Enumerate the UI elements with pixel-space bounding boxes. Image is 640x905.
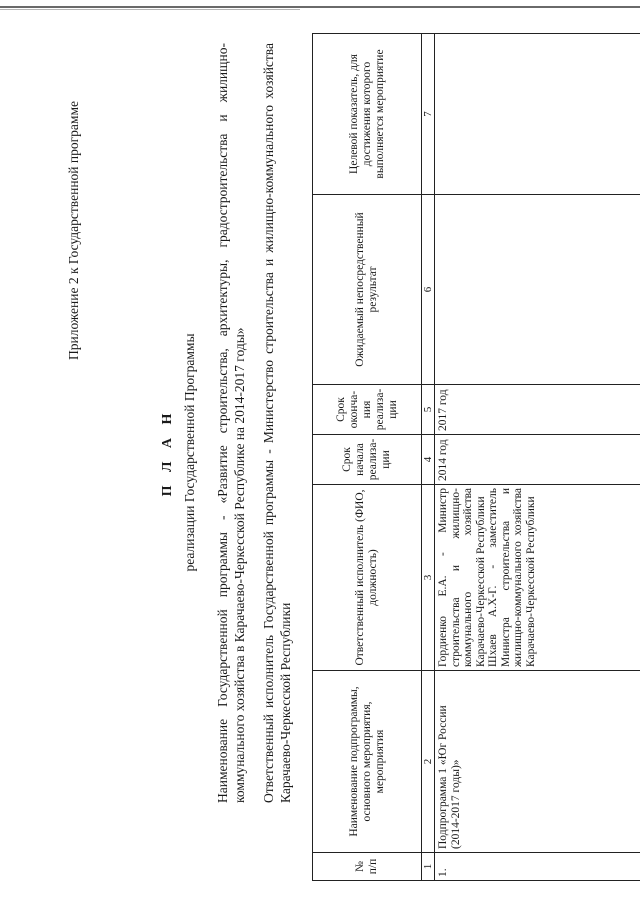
column-number: 5: [422, 385, 435, 435]
row-number: 1.: [435, 853, 640, 881]
plan-table: [312, 33, 640, 881]
end-year: 2017 год: [435, 385, 640, 435]
executor-deputy: Шхаев А.Х-Г. - заместитель Министра строительства и жилищно-коммунального хозяйства Карачаево-Черкесской Республики: [487, 488, 537, 667]
column-number: 6: [422, 195, 435, 385]
header-cell-end: Срок оконча-ния реализа-ции: [313, 385, 422, 435]
program-name-paragraph: Наименование Государственной программы - «Развитие строительства, архитектуры, градостроительства и жилищно-коммунального хозяйства в Карачаево-Черкесской Республике на 2014-2017 годы»: [215, 43, 247, 803]
column-number: 3: [422, 485, 435, 671]
column-number: 1: [422, 853, 435, 881]
header-cell-target: Целевой показатель, для достижения которого выполняется мероприятие: [313, 34, 422, 195]
header-cell-name: Наименование подпрограммы, основного мероприятия, мероприятия: [313, 671, 422, 853]
column-number: 7: [422, 34, 435, 195]
header-cell-result: Ожидаемый непосредственный результат: [313, 195, 422, 385]
header-cell-start: Срок начала реализа-ции: [313, 435, 422, 485]
appendix-note: Приложение 2 к Государственной программе: [66, 101, 81, 360]
header-row: [313, 34, 422, 881]
executor-minister: Гордиенко Е.А. - Министр строительства и жилищно-коммунального хозяйства Карачаево-Черкесской Республики: [437, 488, 487, 667]
header-cell-executor: Ответственный исполнитель (ФИО, должность): [313, 485, 422, 671]
target-indicator: [435, 34, 640, 195]
start-year: 2014 год: [435, 435, 640, 485]
responsible-paragraph: Ответственный исполнитель Государственной программы - Министерство строительства и жилищно-коммунального хозяйства Карачаево-Черкесской Республики: [261, 43, 293, 803]
column-number: 4: [422, 435, 435, 485]
header-cell-number: № п/п: [313, 853, 422, 881]
column-number: 2: [422, 671, 435, 853]
column-number-row: [422, 34, 435, 881]
document-subtitle: реализации Государственной Программы: [182, 333, 197, 572]
table-row: [435, 34, 640, 881]
subprogram-name: Подпрограмма 1 «Юг России (2014-2017 годы)»: [435, 671, 640, 853]
expected-result: [435, 195, 640, 385]
executor-cell: [435, 485, 640, 671]
document-title: П Л А Н: [160, 408, 175, 497]
